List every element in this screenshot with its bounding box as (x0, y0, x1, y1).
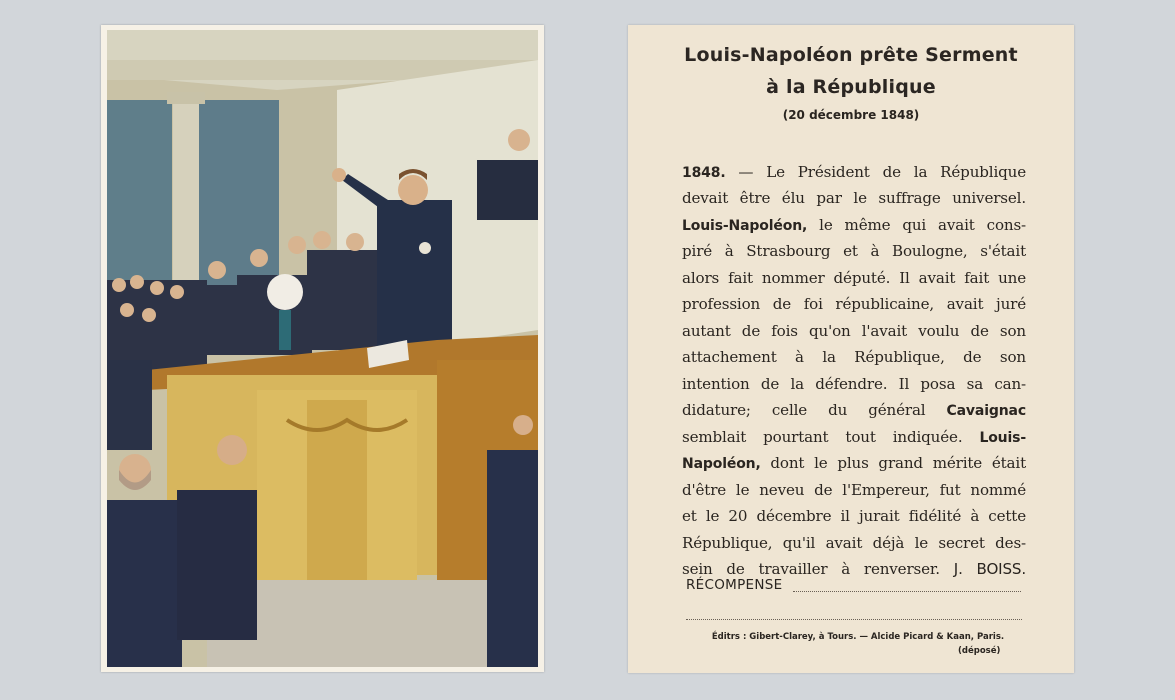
body-line: devait être élu par le suffrage universel. (682, 189, 1026, 207)
body-line: semblait pourtant tout indiquée. Louis- (682, 428, 1026, 446)
body-line: Louis-Napoléon, le même qui avait cons- (682, 216, 1026, 234)
author-signature: J. BOISS. (953, 560, 1026, 578)
body-line: d'être le neveu de l'Empereur, fut nommé (682, 481, 1026, 499)
body-line: profession de foi républicaine, avait juré (682, 295, 1026, 313)
body-line: 1848. — Le Président de la République (682, 163, 1026, 181)
card-date: (20 décembre 1848) (782, 108, 920, 122)
body-line: Napoléon, dont le plus grand mérite était (682, 454, 1026, 472)
deposit-note: (déposé) (958, 646, 1001, 656)
oath-illustration (107, 30, 538, 667)
illustration-card (101, 25, 544, 672)
body-line: piré à Strasbourg et à Boulogne, s'était (682, 242, 1026, 260)
body-line: autant de fois qu'on l'avait voulu de son (682, 322, 1026, 340)
body-line: intention de la défendre. Il posa sa can- (682, 375, 1026, 393)
reward-dotted-line (793, 591, 1021, 592)
body-line: alors fait nommer député. Il avait fait une (682, 269, 1026, 287)
publisher-line: Éditrs : Gibert-Clarey, à Tours. — Alcide Picard & Kaan, Paris. (711, 632, 1005, 642)
body-line: et le 20 décembre il jurait fidélité à cette (682, 507, 1026, 525)
blank-dotted-line (686, 619, 1022, 620)
reward-label: RÉCOMPENSE (686, 577, 783, 593)
card-title-line-2: à la République (766, 76, 936, 98)
body-line: République, qu'il avait déjà le secret des- (682, 534, 1026, 552)
card-title-line-1: Louis-Napoléon prête Serment (684, 44, 1018, 66)
body-line: attachement à la République, de son (682, 348, 1026, 366)
body-line: didature; celle du général Cavaignac (682, 401, 1026, 419)
text-card (628, 25, 1074, 673)
body-line-last: sein de travailler à renverser. J. BOISS. (682, 560, 1026, 578)
